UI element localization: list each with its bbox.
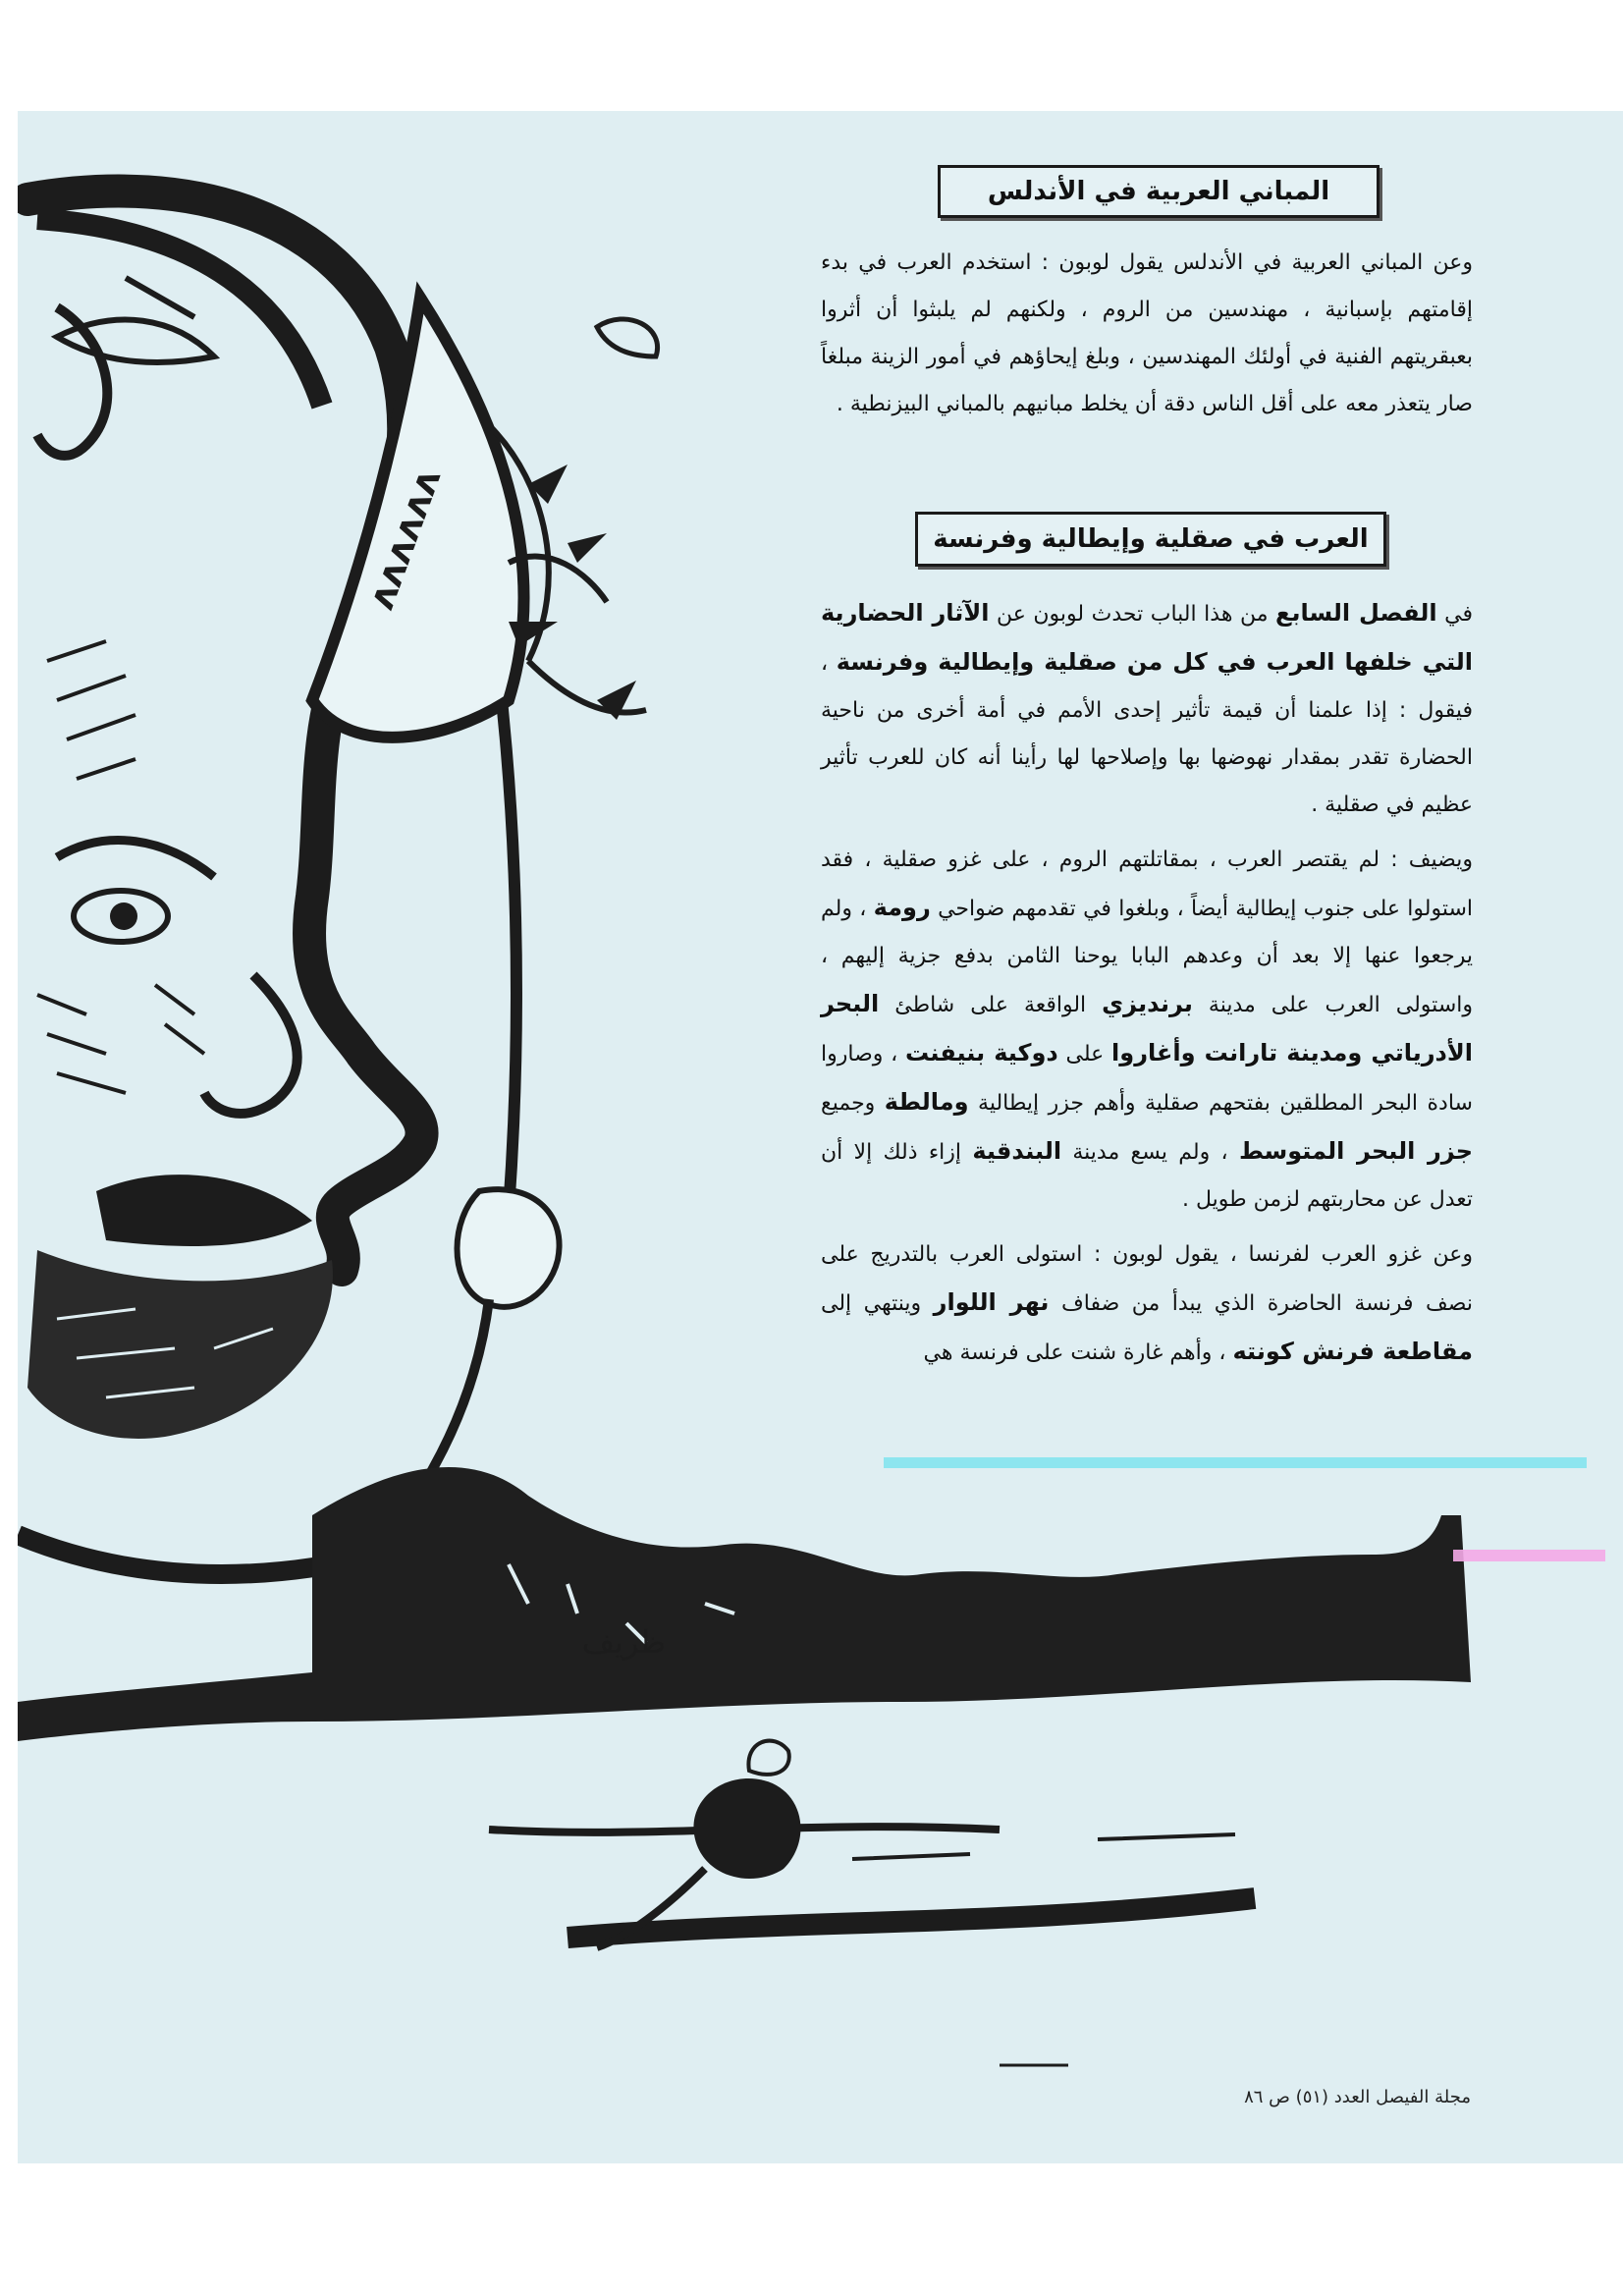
scan-artifact-bar — [884, 1457, 1587, 1468]
scan-artifact-bar — [1453, 1550, 1605, 1561]
mustache — [96, 1175, 312, 1246]
page-footer: مجلة الفيصل العدد (٥١) ص ٨٦ — [1244, 2087, 1471, 2107]
flag-text: ᴧᴧᴧᴧᴧᴧ — [358, 463, 450, 616]
dove-top — [597, 319, 658, 356]
section-body-andalusia — [821, 240, 1473, 428]
section-body-sicily — [821, 589, 1473, 1377]
ground-stroke-3 — [852, 1834, 1235, 1859]
paragraph: وعن المباني العربية في الأندلس يقول لوبون : استخدم العرب في بدء إقامتهم بإسبانية ، مهندسين من الروم ، ولكنهم لم يلبثوا أن أثروا بعبقريتهم الفنية في أولئك المهندسين ، وبلغ إيحاؤهم في أمور الزينة مبلغاً صار يتعذر معه على أقل الناس دقة أن يخلط مبانيهم بالمباني البيزنطية . — [821, 250, 1473, 416]
paragraph: ويضيف : لم يقتصر العرب ، بمقاتلتهم الروم ، على غزو صقلية ، فقد استولوا على جنوب إيطالية أيضاً ، وبلغوا في تقدمهم ضواحي رومة ، ولم يرجعوا عنها إلا بعد أن وعدهم البابا يوحنا الثامن بدفع جزية إليهم ، واستولى العرب على مدينة برنديزي الواقعة على شاطئ البحر الأدرياتي ومدينة تارانت وأغاروا على دوكية بنيفنت ، وصاروا سادة البحر المطلقين بفتحهم صقلية وأهم جزر إيطالية ومالطة وجميع جزر البحر المتوسط ، ولم يسع مدينة البندقية إزاء ذلك إلا أن تعدل عن محاربتهم لزمن طويل . — [821, 847, 1474, 1212]
section-title-sicily: العرب في صقلية وإيطالية وفرنسة — [915, 512, 1386, 567]
landscape — [18, 1467, 1471, 1741]
flower-bulb — [693, 1778, 800, 1879]
section-title-andalusia: المباني العربية في الأندلس — [938, 165, 1380, 218]
paragraph: وعن غزو العرب لفرنسا ، يقول لوبون : استولى العرب بالتدريج على نصف فرنسة الحاضرة الذي يبدأ من ضفاف نهر اللوار وينتهي إلى مقاطعة فرنش كونته ، وأهم غارة شنت على فرنسة هي — [821, 1242, 1473, 1365]
artist-signature: ظريف — [581, 1623, 666, 1661]
cheek-hatching — [37, 641, 204, 1093]
pupil — [110, 902, 137, 930]
eyebrow — [57, 841, 214, 877]
beard — [27, 1250, 333, 1439]
hand — [458, 1189, 560, 1307]
magazine-page — [18, 111, 1623, 2163]
flower-bud — [748, 1741, 788, 1775]
paragraph: في الفصل السابع من هذا الباب تحدث لوبون عن الآثار الحضارية التي خلفها العرب في كل من صقلية وإيطالية وفرنسة ، فيقول : إذا علمنا أن قيمة تأثير إحدى الأمم في أمة أخرى من ناحية الحضارة تقدر بمقدار نهوضها بها وإصلاحها لها رأينا أنه كان للعرب تأثير عظيم في صقلية . — [821, 599, 1474, 817]
brow-line — [37, 219, 322, 406]
nose — [204, 975, 298, 1114]
